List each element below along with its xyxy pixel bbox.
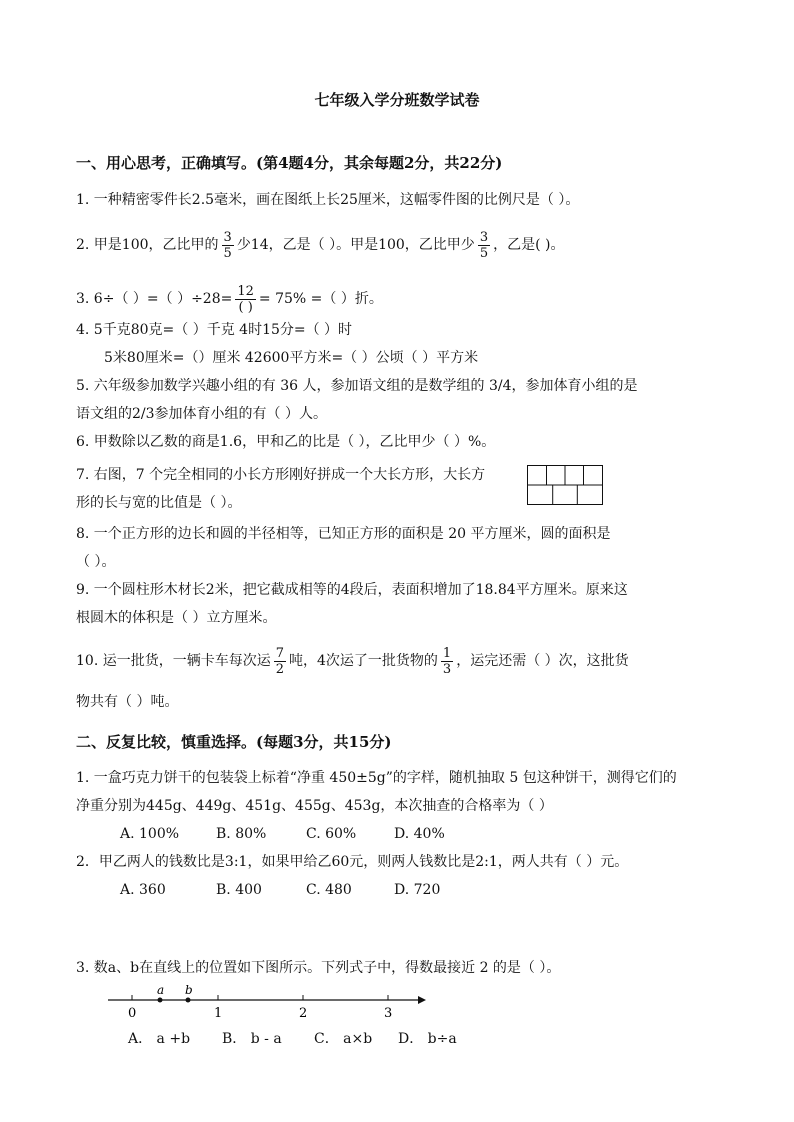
question-2-1-line-1: 1. 一盒巧克力饼干的包装袋上标着“净重 450±5g”的字样，随机抽取 5 包这种饼干，测得它们的 [76,770,677,786]
question-1-4-line-1: 4. 5千克80克=（ ）千克 4时15分=（ ）时 [76,322,353,338]
fraction: $\frac{12}{( )}$ [237,283,254,315]
fraction: $\frac{3}{5}$ [223,229,232,261]
question-2-1-line-2: 净重分别为445g、449g、451g、455g、453g，本次抽查的合格率为（ ） [76,798,553,814]
point-label-a: a [157,984,165,997]
question-1-5-line-1: 5. 六年级参加数学兴趣小组的有 36 人，参加语文组的是数学组的 3/4，参加体育小组的是 [76,378,638,394]
section-2-heading: 二、反复比较，慎重选择。(每题3分，共15分) [76,733,392,751]
question-1-4-line-2: 5米80厘米=（）厘米 42600平方米=（ ）公顷（ ）平方米 [104,350,479,366]
point-b [186,998,191,1003]
option-c: C. 480 [306,882,352,898]
fraction: $\frac{3}{5}$ [479,229,489,261]
question-1-10-line-2: 物共有（ ）吨。 [76,694,179,710]
tick-label-3: 3 [384,1006,393,1021]
option-a: A. 360 [120,882,166,898]
point-label-b: b [185,984,193,997]
option-a: A． a +b [128,1031,191,1047]
option-c: C. 60% [306,826,357,842]
question-1-9-line-1: 9. 一个圆柱形木材长2米，把它截成相等的4段后，表面积增加了18.84平方厘米。原来这 [76,582,628,598]
number-line-arrow-icon [418,996,426,1004]
question-1-6: 6. 甲数除以乙数的商是1.6，甲和乙的比是（ ），乙比甲少（ ）%。 [76,434,496,450]
question-2-3: 3. 数a、b在直线上的位置如下图所示。下列式子中，得数最接近 2 的是（ ）。 [76,960,561,976]
question-1-8-line-1: 8. 一个正方形的边长和圆的半径相等，已知正方形的面积是 20 平方厘米，圆的面积是 [76,526,611,542]
question-2-2: 2．甲乙两人的钱数比是3:1，如果甲给乙60元，则两人钱数比是2:1，两人共有（ ）元。 [76,854,629,870]
fraction: $\frac{1}{3}$ [442,645,452,677]
section-1-heading: 一、用心思考，正确填写。(第4题4分，其余每题2分，共22分) [76,154,503,172]
number-line [100,984,430,1024]
option-d: D. 40% [394,826,445,842]
option-d: D. 720 [394,882,441,898]
tick-label-2: 2 [299,1006,308,1021]
question-1-10-line-1: 10. 运一批货，一辆卡车每次运 $\frac{7}{2}$ 吨，4次运了一批货物的 $\frac{1}{3}$ ，运完还需（ ）次，这批货 [76,645,629,677]
option-a: A. 100% [120,826,180,842]
question-1-7-line-1: 7. 右图，7 个完全相同的小长方形刚好拼成一个大长方形，大长方 [76,467,486,483]
question-1-5-line-2: 语文组的2/3参加体育小组的有（ ）人。 [76,406,327,422]
question-1-3: 3. 6÷（ ）=（ ）÷28= $\frac{12}{( )}$ = 75% =（ ）折。 [76,283,383,315]
page-title: 七年级入学分班数学试卷 [314,91,480,109]
question-1-8-line-2: （ ）。 [76,554,116,570]
question-1-9-line-2: 根圆木的体积是（ ）立方厘米。 [76,610,277,626]
option-c: C． a×b [314,1031,373,1047]
option-b: B. 400 [216,882,262,898]
rectangle-diagram [527,465,603,505]
question-1-2: 2. 甲是100，乙比甲的 $\frac{3}{5}$ 少14，乙是（ ）。甲是100，乙比甲少 $\frac{3}{5}$ ，乙是( )。 [76,229,565,261]
point-a [158,998,163,1003]
option-d: D． b÷a [398,1031,457,1047]
option-b: B. 80% [216,826,267,842]
option-b: B． b - a [222,1031,282,1047]
tick-label-0: 0 [128,1006,137,1021]
fraction: $\frac{7}{2}$ [275,645,284,677]
question-1-1: 1. 一种精密零件长2.5毫米，画在图纸上长25厘米，这幅零件图的比例尺是（ ）。 [76,192,580,208]
tick-label-1: 1 [214,1006,223,1021]
question-1-7-line-2: 形的长与宽的比值是（ ）。 [76,495,242,511]
